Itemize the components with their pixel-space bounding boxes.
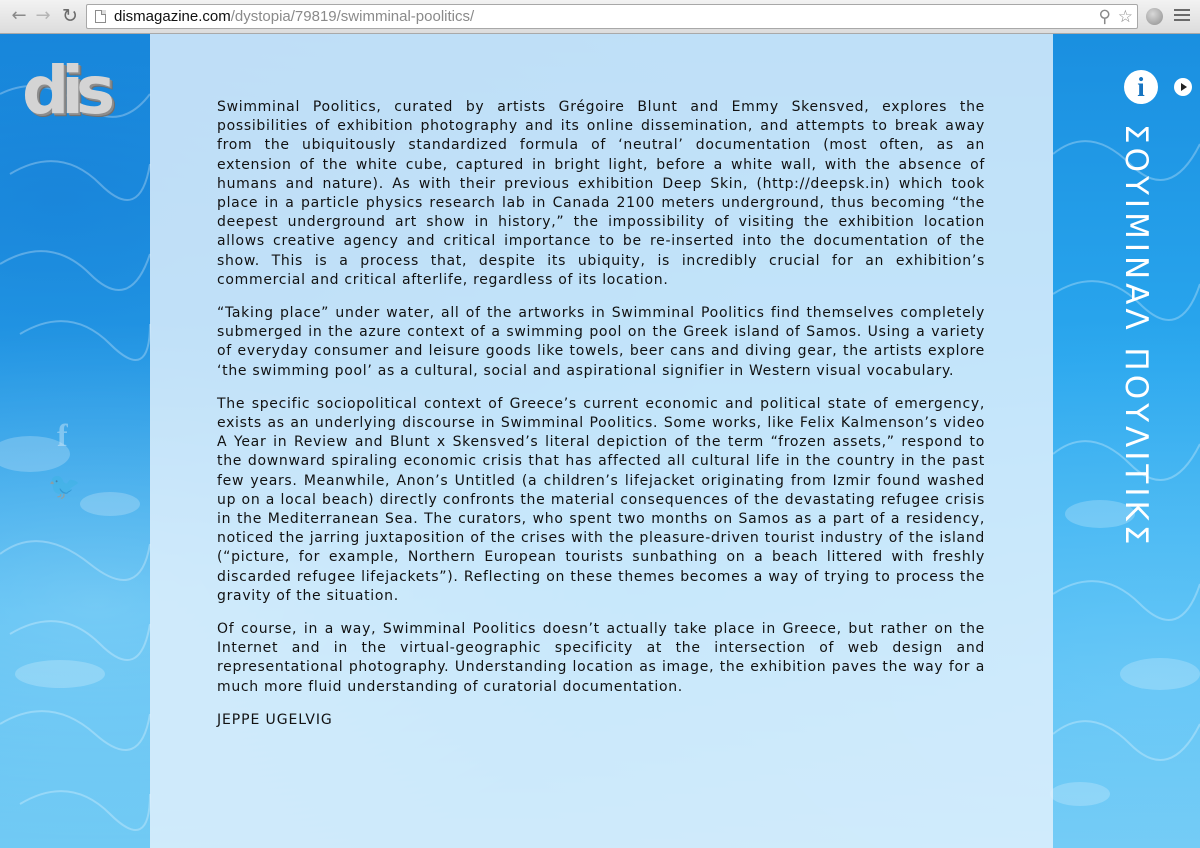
vertical-title: ΣΟΥΙΜΙΝΑΛ ΠΟΥΛΙΤΙΚΣ — [1118, 124, 1154, 549]
play-icon[interactable] — [1174, 78, 1192, 96]
facebook-icon[interactable]: f — [57, 417, 68, 453]
article-paragraph: “Taking place” under water, all of the artworks in Swimminal Poolitics find themselves completely submerged in the azure context of a swimming pool on the Greek island of Samos. Using a variety of everyday consumer and leisure goods like towels, beer cans and diving gear, the artists explore ‘the swimming pool’ as a cultural, social and aspirational signifier in Western visual vocabulary. — [217, 305, 985, 379]
forward-arrow-icon[interactable]: → — [35, 5, 51, 26]
menu-icon[interactable] — [1174, 9, 1190, 23]
article-body — [217, 98, 985, 730]
url-host: dismagazine.com — [114, 8, 231, 25]
article-paragraph: Of course, in a way, Swimminal Poolitics doesn’t actually take place in Greece, but rather on the Internet and in the virtual-geographic specificity at the intersection of web design and representational photography. Understanding location as image, the exhibition paves the way for a much more fluid understanding of curatorial documentation. — [217, 621, 985, 695]
star-icon[interactable]: ☆ — [1117, 7, 1133, 27]
article-author: JEPPE UGELVIG — [217, 711, 333, 728]
zoom-icon[interactable]: ⚲ — [1098, 7, 1111, 27]
info-icon[interactable]: i — [1124, 70, 1158, 104]
article-paragraph: The specific sociopolitical context of Greece’s current economic and political state of emergency, exists as an underlying discourse in Swimminal Poolitics. Some works, like Felix Kalmenson’s video A Year in Review and Blunt x Skensved’s literal depiction of the term “frozen assets,” respond to the downward spiraling economic crisis that has affected all cultural life in the country in the past few years. Meanwhile, Anon’s Untitled (a children’s lifejacket originating from Izmir found washed up on a local beach) directly confronts the material consequences of the devastating refugee crisis in the Mediterranean Sea. The curators, who spent two months on Samos as a part of a residency, noticed the jarring juxtaposition of the crises with the pleasure-driven tourist industry of the island (“picture, for example, Northern European tourists sunbathing on a beach littered with freshly discarded refugee lifejackets”). Reflecting on these themes becomes a way of trying to process the gravity of the situation. — [217, 395, 985, 604]
url-path: /dystopia/79819/swimminal-poolitics/ — [230, 8, 475, 25]
page-body — [0, 34, 1200, 848]
dis-logo[interactable]: dis — [22, 52, 108, 129]
article-panel — [150, 34, 1053, 848]
back-arrow-icon[interactable]: ← — [11, 5, 27, 26]
reload-icon[interactable]: ↻ — [62, 5, 78, 27]
address-bar[interactable] — [86, 4, 1138, 29]
twitter-icon[interactable]: 🐦 — [48, 472, 81, 502]
browser-toolbar — [0, 0, 1200, 34]
article-paragraph: Swimminal Poolitics, curated by artists Grégoire Blunt and Emmy Skensved, explores the possibilities of exhibition photography and its online dissemination, and attempts to break away from the ubiquitously standardized formula of ‘neutral’ documentation (most often, as an extension of the white cube, captured in bright light, before a white wall, with the absence of humans and nature). As with their previous exhibition Deep Skin, (http://deepsk.in) which took place in a particle physics research lab in Canada 2100 meters underground, thus becoming “the deepest underground art show in history,” the impossibility of visiting the exhibition location allows creative agency and critical importance to be re-inserted into the documentation of the show. This is a process that, despite its ubiquity, is incredibly crucial for an exhibition’s commercial and critical afterlife, regardless of its location. — [217, 99, 985, 288]
globe-icon[interactable] — [1146, 8, 1163, 25]
url-text[interactable] — [114, 8, 474, 25]
page-icon — [95, 10, 106, 23]
